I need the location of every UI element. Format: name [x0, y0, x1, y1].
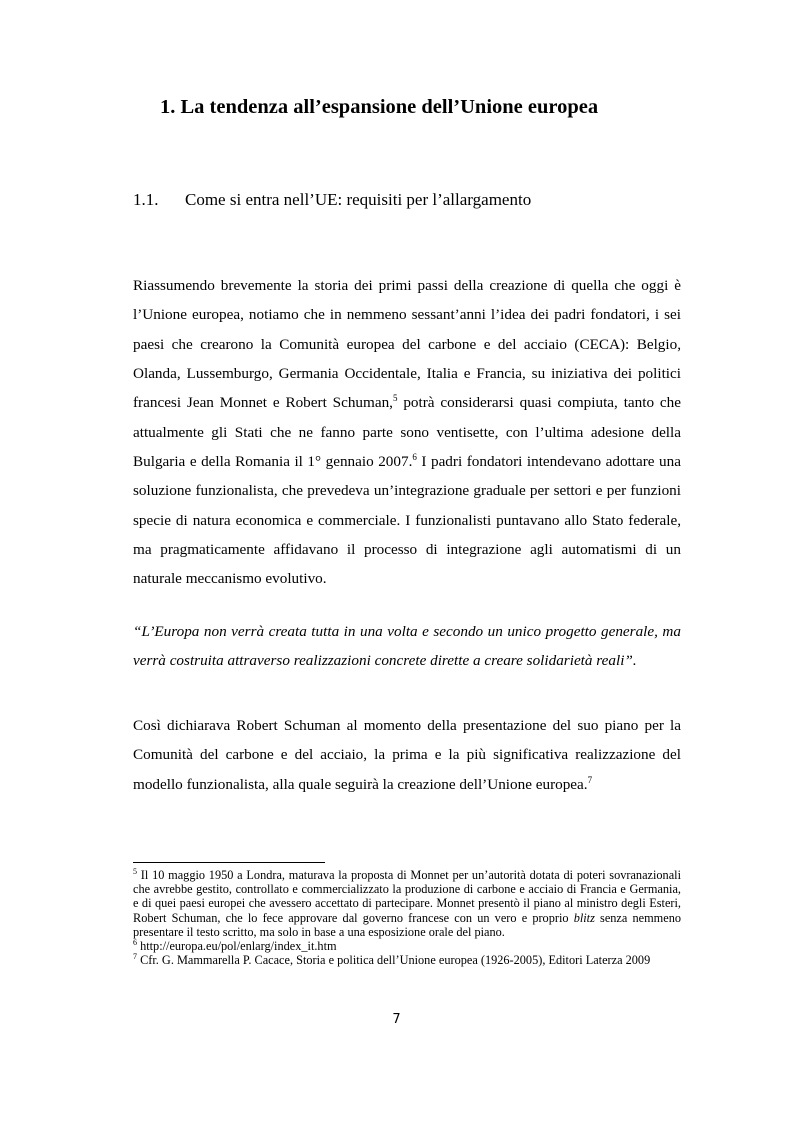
paragraph-1-text-c: I padri fondatori intendevano adottare una soluzione funzionalista, che prevedeva un’integrazione graduale per settori e per funzioni specie di natura economica e commerciale. I funzionalisti puntavano allo Stato federale, ma pragmaticamente affidavano il processo di integrazione agli automatismi di un naturale meccanismo evolutivo. — [133, 453, 681, 588]
chapter-title: 1. La tendenza all’espansione dell’Unione europea — [160, 96, 599, 118]
body-paragraph-2 — [133, 711, 681, 799]
footnote-number: 6 — [133, 937, 137, 947]
schuman-quote — [133, 617, 681, 676]
footnote-ref-6: 6 — [412, 452, 417, 462]
footnote-5 — [133, 868, 681, 939]
footnote-7-text: Cfr. G. Mammarella P. Cacace, Storia e politica dell’Unione europea (1926-2005), Editori Laterza 2009 — [137, 953, 651, 968]
section-number: 1.1. — [133, 190, 159, 209]
paragraph-2-text: Così dichiarava Robert Schuman al momento della presentazione del suo piano per la Comunità del carbone e del acciaio, la prima e la più significativa realizzazione del modello funzionalista, alla quale seguirà la creazione dell’Unione europea. — [133, 717, 681, 793]
footnotes — [133, 868, 681, 967]
body-paragraph-1 — [133, 271, 681, 594]
footnote-5-text-a: Il 10 maggio 1950 a Londra, maturava la proposta di Monnet per un’autorità dotata di poteri sovranazionali che avrebbe gestito, controllato e commercializzato la produzione di carbone e acciaio di Francia e Germania, e di quei paesi europei che avessero accettato di partecipare. Monnet presentò il piano al ministro degli Esteri, Robert Schuman, che lo fece approvare dal governo francese con un vero e proprio — [133, 868, 681, 925]
footnote-ref-7: 7 — [587, 774, 593, 785]
section-heading — [133, 190, 531, 210]
footnote-5-text-b: senza nemmeno presentare il testo scritto, ma solo in base a una esposizione orale del piano. — [133, 910, 681, 939]
footnote-6-text: http://europa.eu/pol/enlarg/index_it.htm — [137, 939, 337, 954]
paragraph-1-text-a: Riassumendo brevemente la storia dei primi passi della creazione di quella che oggi è l’Unione europea, notiamo che in nemmeno sessant’anni l’idea dei padri fondatori, i sei paesi che crearono la Comunità europea del carbone e del acciaio (CECA): Belgio, Olanda, Lussemburgo, Germania Occidentale, Italia e Francia, su iniziativa dei politici francesi Jean Monnet e Robert Schuman, — [133, 277, 681, 412]
footnote-separator — [133, 862, 325, 863]
footnote-7 — [133, 953, 681, 967]
page-number: 7 — [392, 1012, 401, 1027]
footnote-ref-5: 5 — [392, 393, 398, 404]
footnote-number: 7 — [133, 952, 137, 962]
section-title: Come si entra nell’UE: requisiti per l’allargamento — [185, 190, 532, 209]
footnote-number: 5 — [133, 866, 137, 876]
footnote-5-emphasis: blitz — [573, 910, 595, 925]
quote-text: “L’Europa non verrà creata tutta in una volta e secondo un unico progetto generale, ma verrà costruita attraverso realizzazioni concrete dirette a creare solidarietà reali”. — [133, 623, 681, 670]
footnote-6 — [133, 939, 681, 953]
paragraph-1-text-b: potrà considerarsi quasi compiuta, tanto che attualmente gli Stati che ne fanno parte sono ventisette, con l’ultima adesione della Bulgaria e della Romania il 1° gennaio 2007. — [133, 394, 681, 471]
